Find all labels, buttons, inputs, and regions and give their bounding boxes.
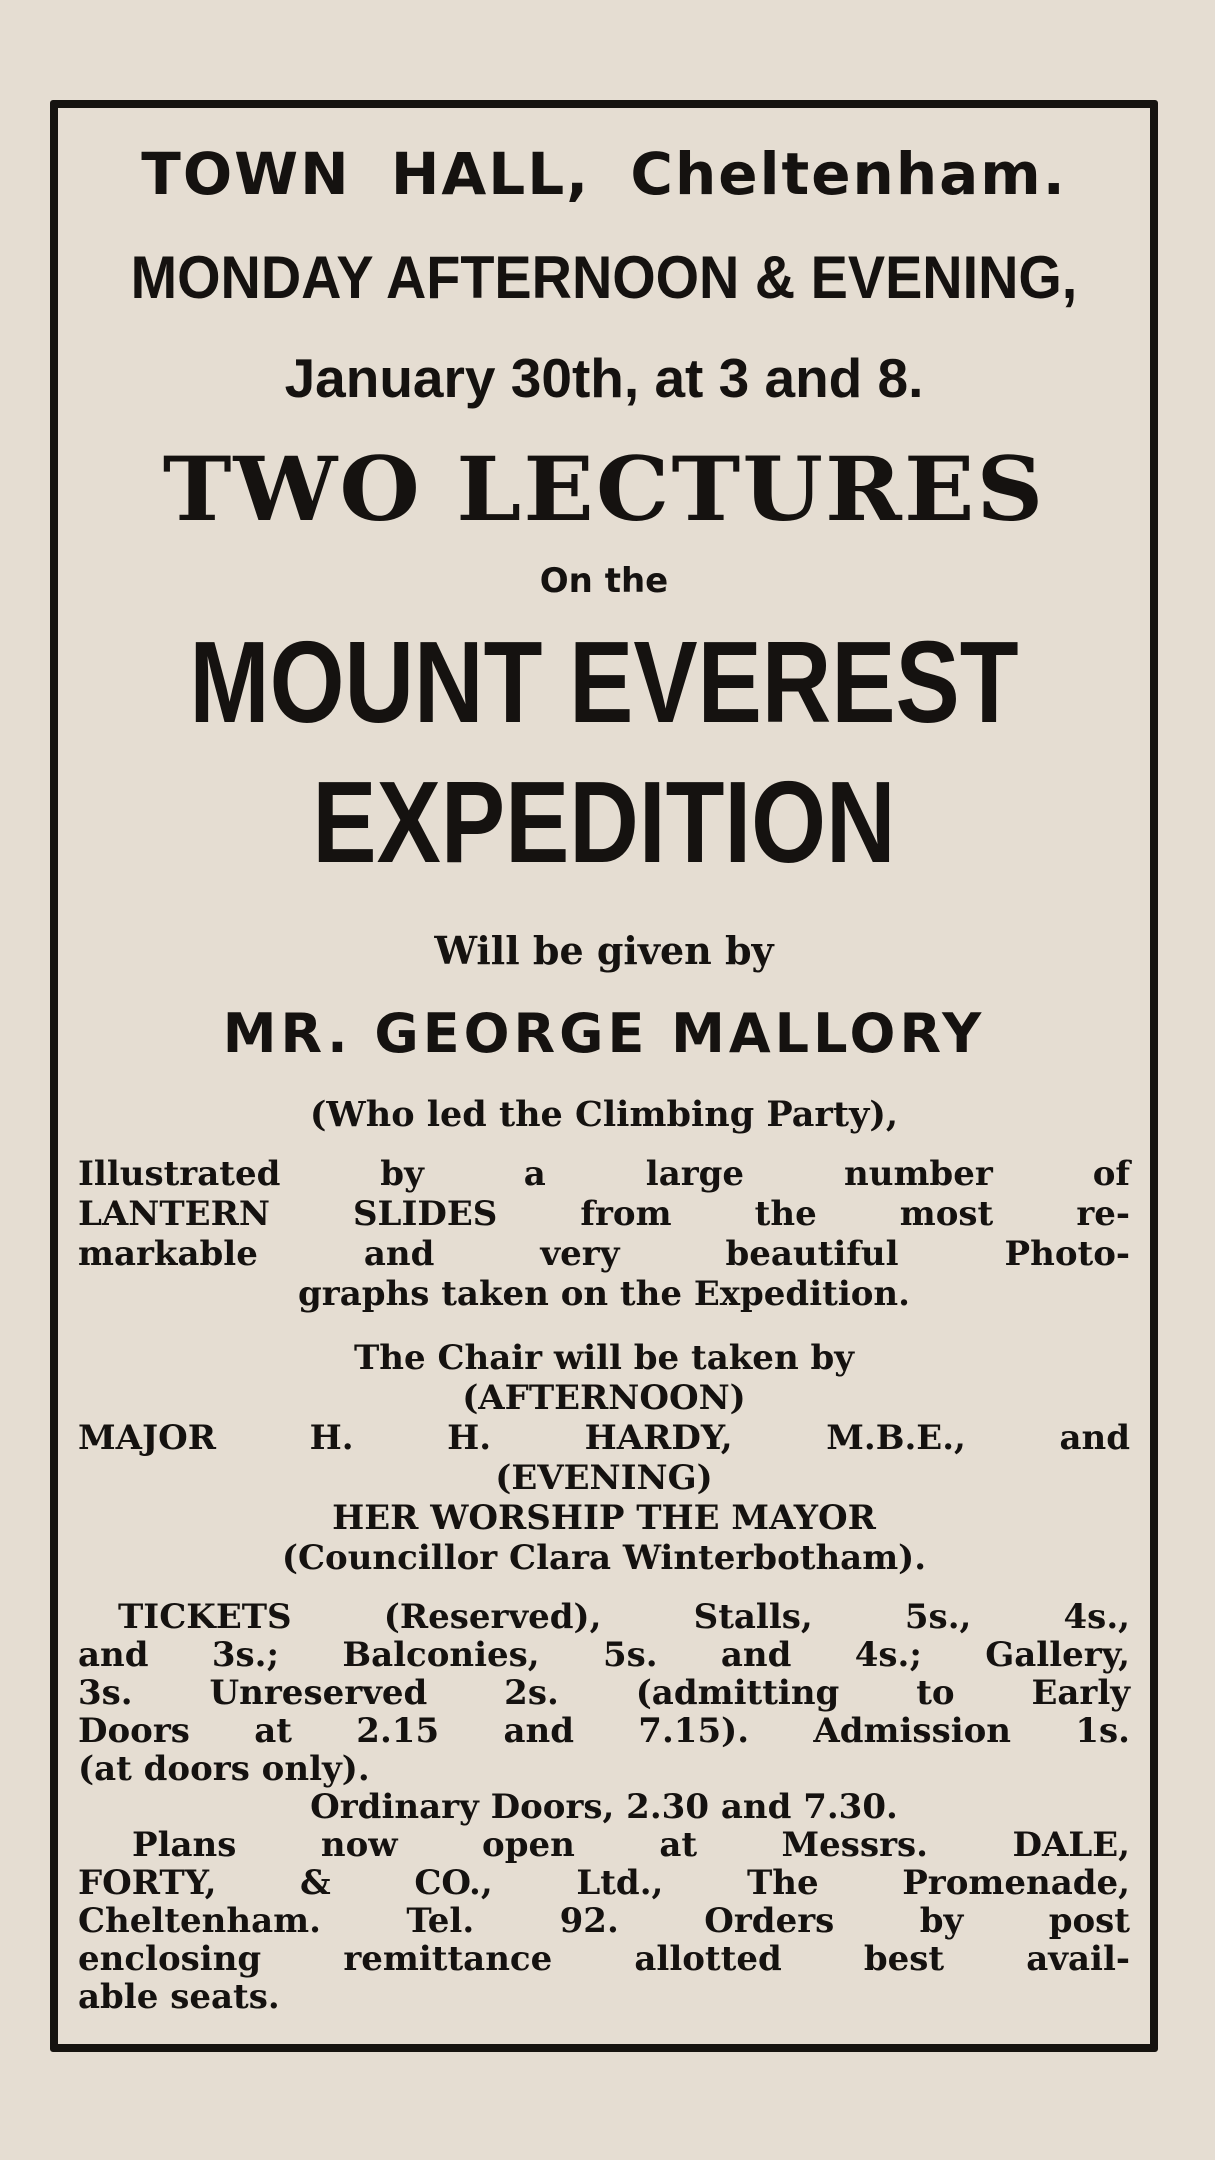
illustrated-line: Illustrated by a large number of bbox=[78, 1154, 1130, 1194]
plans-line: FORTY, & CO., Ltd., The Promenade, bbox=[78, 1863, 1130, 1903]
headline: TWO LECTURES bbox=[162, 437, 1046, 541]
illustrated-line: graphs taken on the Expedition. bbox=[298, 1274, 910, 1314]
chair-intro: The Chair will be taken by bbox=[353, 1338, 855, 1378]
venue-heading: TOWN HALL, Cheltenham. bbox=[141, 140, 1067, 208]
evening-chair-note: (Councillor Clara Winterbotham). bbox=[281, 1538, 927, 1578]
tickets-line: and 3s.; Balconies, 5s. and 4s.; Gallery, bbox=[78, 1635, 1130, 1675]
day-heading: MONDAY AFTERNOON & EVENING, bbox=[130, 244, 1078, 311]
chair-section bbox=[70, 1338, 1138, 1578]
given-by-label: Will be given by bbox=[434, 928, 774, 973]
tickets-line: (at doors only). bbox=[78, 1749, 370, 1789]
subject-line-2: EXPEDITION bbox=[312, 757, 896, 887]
doors-line: Ordinary Doors, 2.30 and 7.30. bbox=[310, 1787, 898, 1827]
tickets-line: TICKETS (Reserved), Stalls, 5s., 4s., bbox=[118, 1597, 1130, 1637]
plans-line: able seats. bbox=[78, 1977, 280, 2017]
tickets-paragraph bbox=[78, 1598, 1130, 2016]
tickets-line: Doors at 2.15 and 7.15). Admission 1s. bbox=[78, 1711, 1130, 1751]
subject-line-1: MOUNT EVEREST bbox=[189, 617, 1019, 747]
date-heading: January 30th, at 3 and 8. bbox=[284, 347, 924, 409]
illustrated-line: markable and very beautiful Photo- bbox=[78, 1234, 1130, 1274]
advert-content bbox=[70, 120, 1138, 2016]
evening-label: (EVENING) bbox=[495, 1458, 713, 1498]
plans-line: Plans now open at Messrs. DALE, bbox=[132, 1825, 1130, 1865]
illustrated-line: LANTERN SLIDES from the most re- bbox=[78, 1194, 1130, 1234]
speaker-name: MR. GEORGE MALLORY bbox=[222, 1002, 986, 1065]
tickets-line: 3s. Unreserved 2s. (admitting to Early bbox=[78, 1673, 1130, 1713]
on-the-label: On the bbox=[539, 561, 669, 601]
illustrated-paragraph bbox=[78, 1154, 1130, 1332]
afternoon-chair: MAJOR H. H. HARDY, M.B.E., and bbox=[78, 1418, 1130, 1458]
evening-chair: HER WORSHIP THE MAYOR bbox=[332, 1498, 876, 1538]
plans-line: Cheltenham. Tel. 92. Orders by post bbox=[78, 1901, 1130, 1941]
afternoon-label: (AFTERNOON) bbox=[462, 1378, 746, 1418]
plans-line: enclosing remittance allotted best avail- bbox=[78, 1939, 1130, 1979]
speaker-note: (Who led the Climbing Party), bbox=[309, 1094, 899, 1135]
